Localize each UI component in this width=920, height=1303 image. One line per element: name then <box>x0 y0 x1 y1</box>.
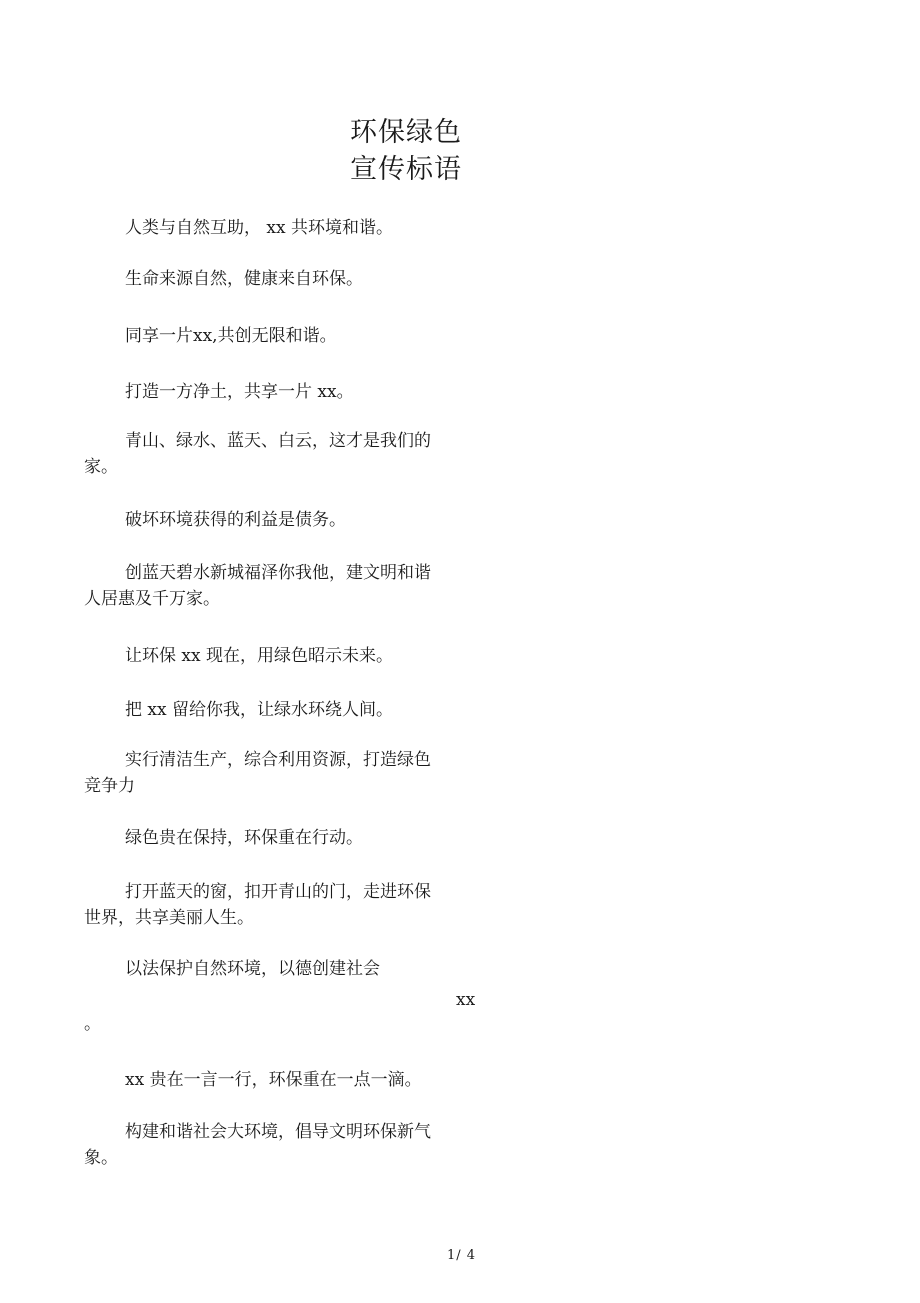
slogan-5-line-1: 青山、绿水、蓝天、白云，这才是我们的 <box>125 431 431 451</box>
slogan-7-line-2: 人居惠及千万家。 <box>84 589 220 609</box>
slogan-2: 生命来源自然，健康来自环保。 <box>125 269 363 289</box>
slogan-14: xx 贵在一言一行，环保重在一点一滴。 <box>125 1070 422 1090</box>
slogan-8: 让环保 xx 现在，用绿色昭示未来。 <box>125 646 393 666</box>
slogan-1: 人类与自然互助， xx 共环境和谐。 <box>125 218 393 238</box>
slogan-6: 破坏环境获得的利益是债务。 <box>125 510 346 530</box>
slogan-13-line-2: xx <box>456 990 476 1010</box>
slogan-7-line-1: 创蓝天碧水新城福泽你我他，建文明和谐 <box>125 563 431 583</box>
slogan-4: 打造一方净土，共享一片 xx。 <box>125 382 354 402</box>
slogan-12-line-2: 世界，共享美丽人生。 <box>84 908 254 928</box>
slogan-10-line-1: 实行清洁生产，综合利用资源，打造绿色 <box>125 750 431 770</box>
slogan-10-line-2: 竞争力 <box>84 776 135 796</box>
slogan-5-line-2: 家。 <box>84 457 118 477</box>
slogan-15-line-2: 象。 <box>84 1148 118 1168</box>
slogan-9: 把 xx 留给你我，让绿水环绕人间。 <box>125 700 393 720</box>
slogan-13-line-1: 以法保护自然环境，以德创建社会 <box>125 959 380 979</box>
document-title-line-1: 环保绿色 <box>350 117 462 148</box>
page-number: 1/ 4 <box>447 1248 477 1263</box>
document-title-line-2: 宣传标语 <box>350 154 462 185</box>
slogan-15-line-1: 构建和谐社会大环境，倡导文明环保新气 <box>125 1122 431 1142</box>
slogan-11: 绿色贵在保持，环保重在行动。 <box>125 828 363 848</box>
slogan-13-line-3: 。 <box>84 1014 101 1034</box>
slogan-12-line-1: 打开蓝天的窗，扣开青山的门，走进环保 <box>125 882 431 902</box>
slogan-3: 同享一片xx,共创无限和谐。 <box>125 326 337 346</box>
